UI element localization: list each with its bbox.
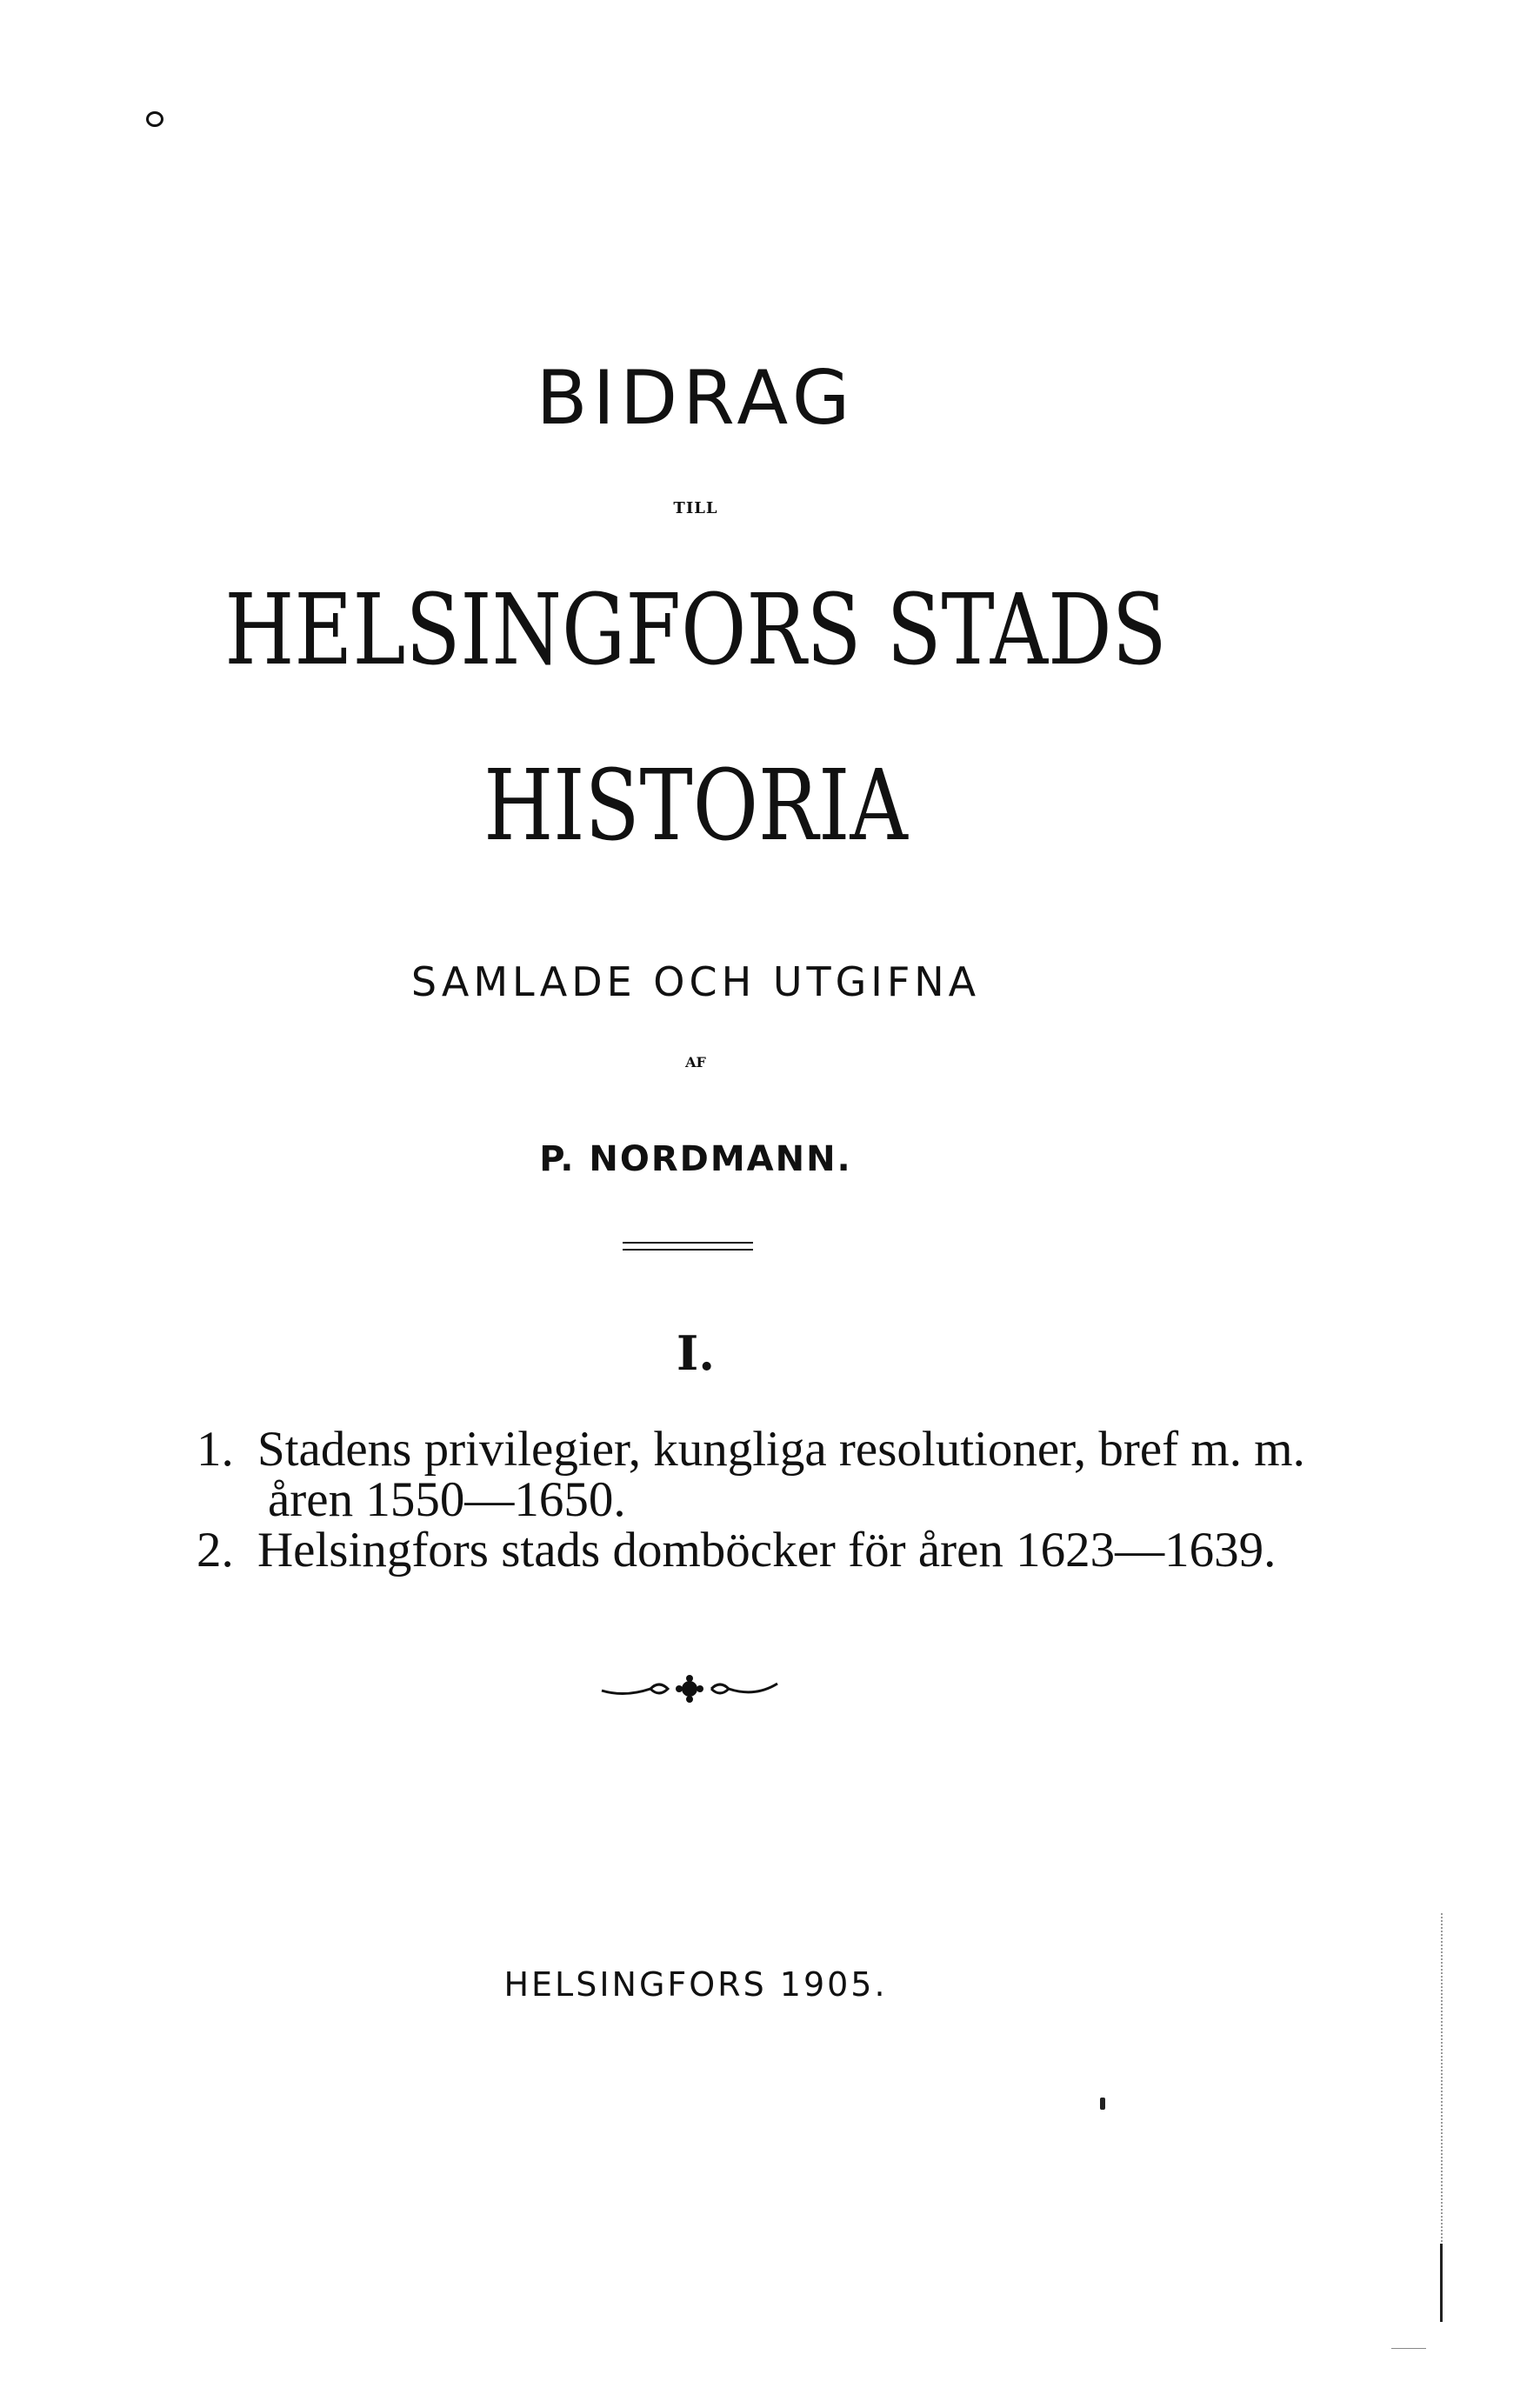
double-rule-bottom — [623, 1249, 753, 1251]
double-rule-top — [623, 1242, 753, 1244]
title-line-till: TILL — [673, 499, 718, 517]
subtitle: SAMLADE OCH UTGIFNA — [410, 958, 981, 1005]
contents-item-text: Stadens privilegier, kungliga resolutioner, bref m. m. — [257, 1422, 1305, 1477]
contents-item — [197, 1422, 1305, 1477]
scan-speck-line — [1391, 2348, 1426, 2349]
fleuron-ornament-icon — [598, 1671, 781, 1706]
volume-number: I. — [676, 1325, 716, 1381]
contents-item-number: 2. — [197, 1523, 234, 1578]
author-name: P. NORDMANN. — [539, 1139, 852, 1179]
contents-list — [197, 1422, 1305, 1578]
title-line-helsingfors-stads: HELSINGFORS STADS — [224, 574, 1167, 687]
circle-mark-icon — [146, 111, 163, 127]
ink-speck — [1100, 2098, 1105, 2110]
contents-item — [197, 1523, 1277, 1578]
title-line-bidrag: BIDRAG — [536, 355, 856, 442]
by-line: AF — [685, 1054, 706, 1071]
contents-item-text: Helsingfors stads domböcker för åren 1623—1639. — [257, 1523, 1277, 1578]
imprint: HELSINGFORS 1905. — [503, 1965, 888, 2004]
title-line-historia: HISTORIA — [483, 750, 908, 863]
scan-edge-mark — [1440, 2244, 1443, 2322]
contents-item-continuation: åren 1550—1650. — [268, 1472, 626, 1527]
contents-item-number: 1. — [197, 1422, 234, 1477]
